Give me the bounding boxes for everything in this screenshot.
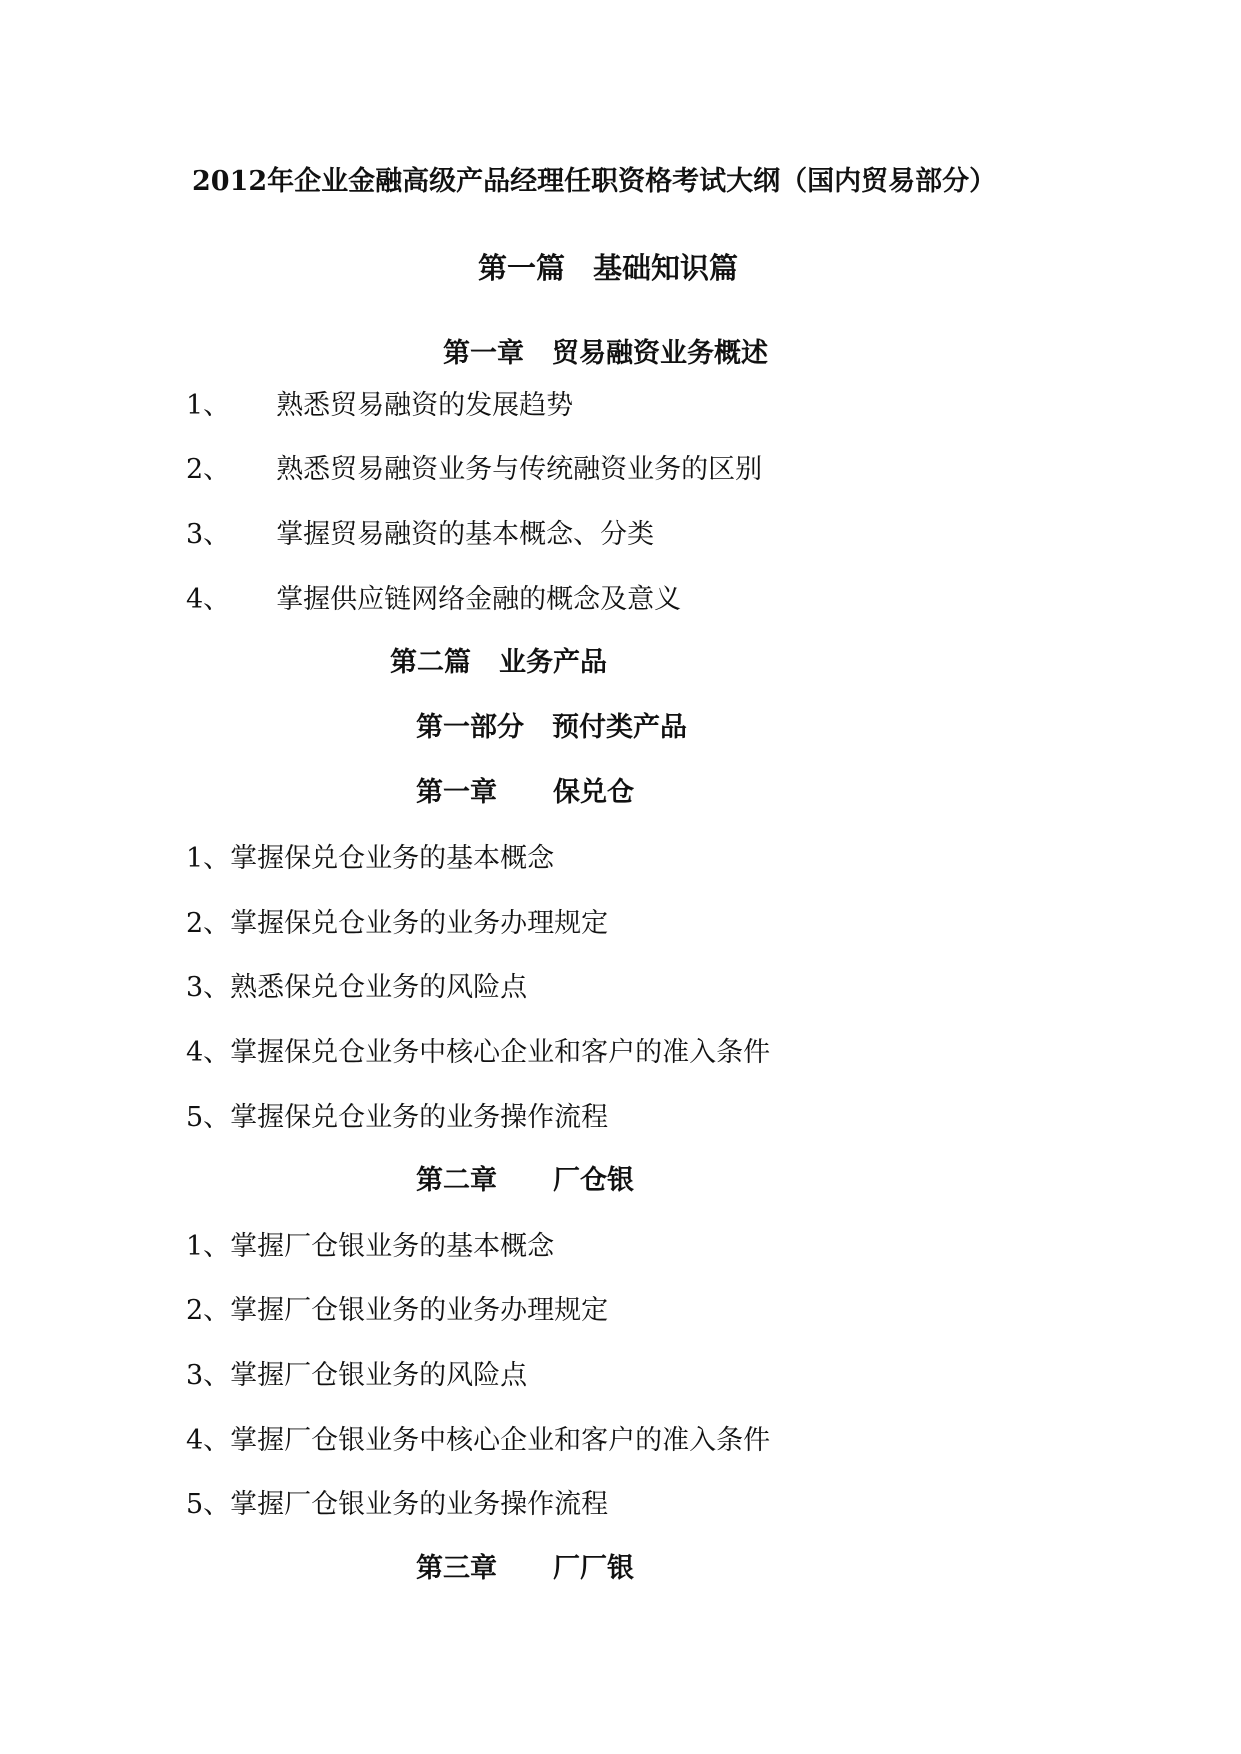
list-item: 4、掌握保兑仓业务中核心企业和客户的准入条件 [186, 1037, 771, 1068]
part2-chapter3-heading [416, 1555, 634, 1582]
list-item: 3、 掌握贸易融资的基本概念、分类 [186, 519, 655, 550]
list-item: 2、掌握厂仓银业务的业务办理规定 [186, 1295, 609, 1326]
list-item: 5、掌握厂仓银业务的业务操作流程 [186, 1489, 609, 1520]
document-title: 2012年企业金融高级产品经理任职资格考试大纲（国内贸易部分） [192, 166, 997, 197]
part2-heading [390, 649, 607, 676]
list-item: 1、掌握保兑仓业务的基本概念 [186, 843, 555, 874]
list-item: 4、掌握厂仓银业务中核心企业和客户的准入条件 [186, 1425, 771, 1456]
part2-chapter3-label: 第三章 [416, 1553, 497, 1584]
part2-chapter3-name: 厂厂银 [553, 1553, 634, 1584]
part2-chapter2-label: 第二章 [416, 1165, 497, 1196]
part2-chapter2-name: 厂仓银 [553, 1165, 634, 1196]
part1-chapter1-name: 贸易融资业务概述 [552, 338, 768, 369]
list-item: 2、 熟悉贸易融资业务与传统融资业务的区别 [186, 454, 763, 485]
list-item: 3、掌握厂仓银业务的风险点 [186, 1360, 528, 1391]
list-item: 1、掌握厂仓银业务的基本概念 [186, 1231, 555, 1262]
part2-chapter1-heading [416, 779, 634, 806]
part2-section1-name: 预付类产品 [552, 712, 687, 743]
part2-chapter2-heading [416, 1167, 634, 1194]
list-item: 3、熟悉保兑仓业务的风险点 [186, 972, 528, 1003]
list-item: 1、 熟悉贸易融资的发展趋势 [186, 390, 574, 421]
part1-chapter1-label: 第一章 [443, 338, 524, 369]
part2-name: 业务产品 [499, 647, 607, 678]
part1-label: 第一篇 [478, 251, 566, 285]
list-item: 2、掌握保兑仓业务的业务办理规定 [186, 908, 609, 939]
part2-section1-heading [416, 714, 687, 741]
part2-label: 第二篇 [390, 647, 471, 678]
part1-heading [478, 251, 739, 285]
part1-chapter1-heading [443, 340, 768, 367]
part2-section1-label: 第一部分 [416, 712, 524, 743]
part1-name: 基础知识篇 [593, 251, 739, 285]
part2-chapter1-name: 保兑仓 [553, 777, 634, 808]
part2-chapter1-label: 第一章 [416, 777, 497, 808]
list-item: 4、 掌握供应链网络金融的概念及意义 [186, 584, 682, 615]
list-item: 5、掌握保兑仓业务的业务操作流程 [186, 1102, 609, 1133]
